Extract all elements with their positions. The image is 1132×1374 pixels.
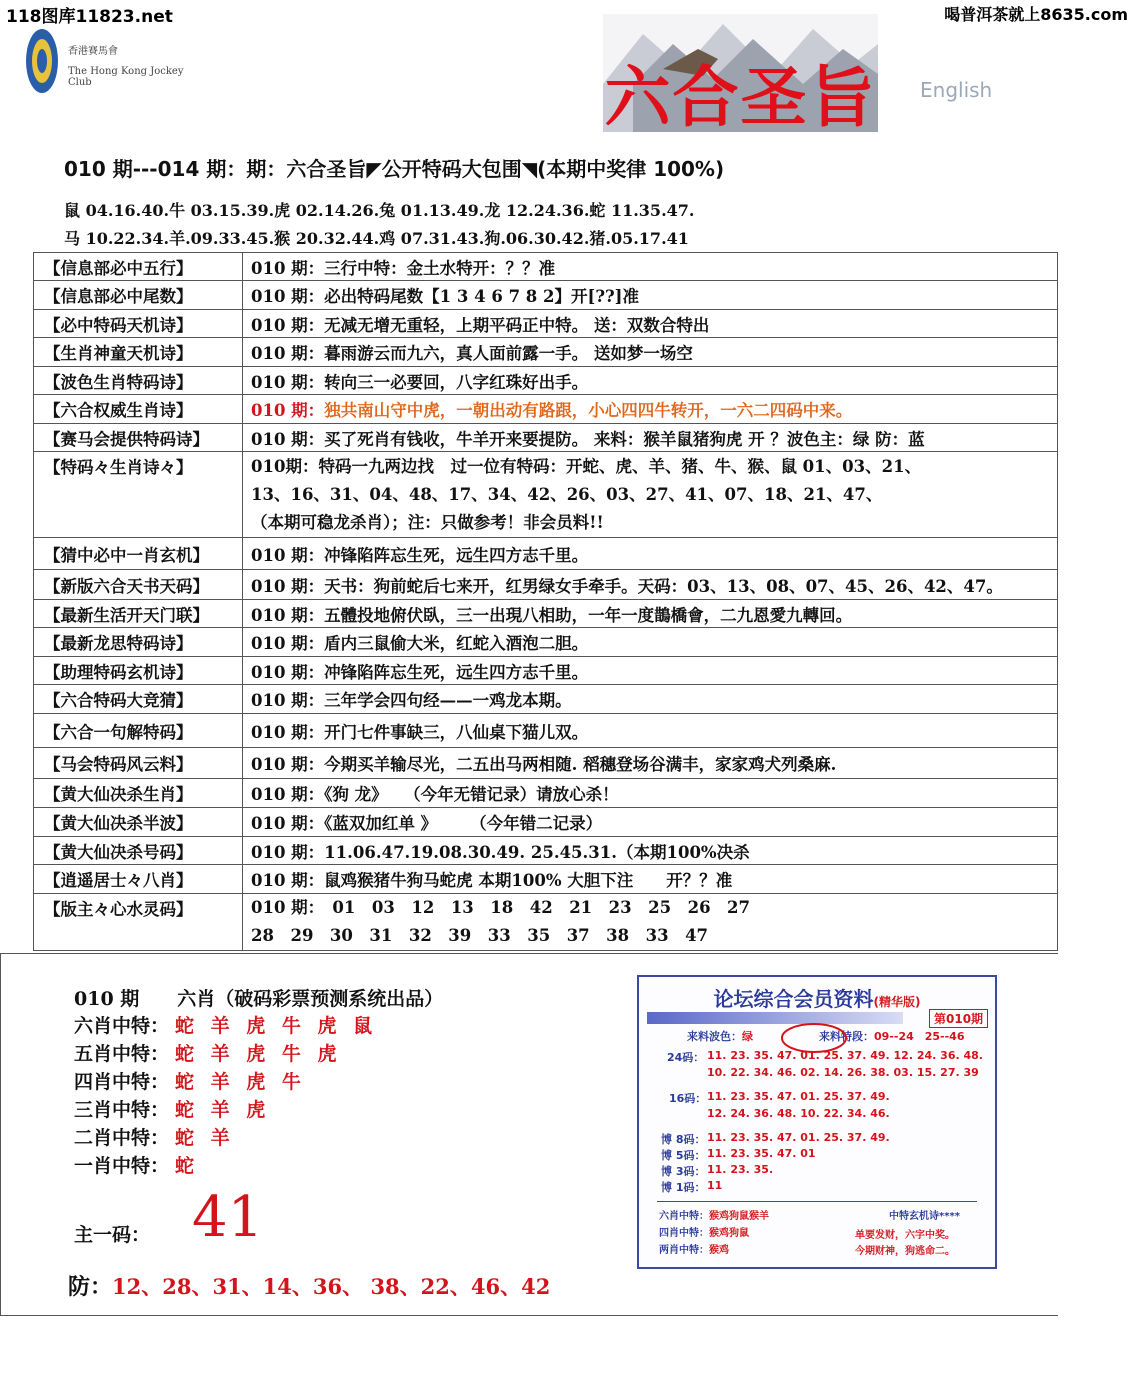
card-issue: 第010期 — [929, 1009, 988, 1028]
row-label: 【信息部必中尾数】 — [34, 281, 243, 310]
card-subtitle: (精华版) — [873, 995, 921, 1009]
divider-bottom — [0, 1315, 1058, 1316]
row-content: 010 期：买了死肖有钱收，牛羊开来要提防。 来料：猴羊鼠猪狗虎 开 ？波色主：绿 防：蓝 — [243, 424, 1058, 452]
prediction-label: 三肖中特： — [74, 1099, 170, 1121]
table-row — [34, 865, 1058, 894]
headline: 010 期---014 期：期：六合圣旨◤公开特码大包围◥(本期中奖律 100%) — [64, 157, 725, 181]
site-url-right[interactable]: 喝普洱茶就上8635.com — [944, 5, 1128, 24]
zodiac-line-2: 马 10.22.34.羊.09.33.45.猴 20.32.44.鸡 07.31.43.狗.06.30.42.猪.05.17.41 — [64, 229, 689, 248]
prediction-value: 蛇 羊 虎 牛 — [175, 1071, 306, 1093]
table-row — [34, 628, 1058, 657]
logo-text-cn: 香港賽馬會 — [68, 46, 118, 57]
row-content-line: 010 期： 01 03 12 13 18 42 21 23 25 26 27 — [251, 898, 751, 917]
card-code24-line: 10. 22. 34. 46. 02. 14. 26. 38. 03. 15. 27. 39 — [707, 1066, 979, 1079]
card-bo5-value: 11. 23. 35. 47. 01 — [707, 1147, 816, 1160]
row-content: 010 期：必出特码尾数【1 3 4 6 7 8 2】开[??]准 — [243, 281, 1058, 310]
table-row — [34, 367, 1058, 395]
prediction-label: 二肖中特： — [74, 1127, 170, 1149]
row-content: 010 期：转向三一必要回，八字红珠好出手。 — [243, 367, 1058, 395]
card-bo8-label: 博 8码： — [661, 1133, 706, 1146]
table-row — [34, 894, 1058, 951]
prediction-line — [74, 1067, 306, 1094]
card-four — [659, 1224, 749, 1239]
row-content: 010 期：冲锋陷阵忘生死，远生四方志千里。 — [243, 657, 1058, 685]
row-content: 010 期：今期买羊输尽光，二五出马两相随. 稻穗登场谷满丰，家家鸡犬列桑麻. — [243, 748, 1058, 779]
zodiac-line-1: 鼠 04.16.40.牛 03.15.39.虎 02.14.26.兔 01.13.49.龙 12.24.36.蛇 11.35.47. — [64, 201, 695, 220]
main-code-label: 主一码： — [74, 1224, 151, 1246]
card-poem-line: 单要发财，六字中奖。 — [855, 1230, 955, 1241]
row-label: 【信息部必中五行】 — [34, 253, 243, 281]
row-label: 【波色生肖特码诗】 — [34, 367, 243, 395]
table-row — [34, 538, 1058, 570]
banner-image — [603, 14, 878, 136]
table-row — [34, 714, 1058, 748]
row-label: 【六合权威生肖诗】 — [34, 395, 243, 424]
card-bose-value: 绿 — [742, 1030, 753, 1043]
card-poem-label: 中特玄机诗**** — [889, 1211, 960, 1222]
row-label: 【六合特码大竞猜】 — [34, 685, 243, 714]
row-content: 010 期：暮雨游云而九六，真人面前露一手。 送如梦一场空 — [243, 338, 1058, 367]
card-title-bar — [647, 1012, 903, 1024]
table-row — [34, 253, 1058, 281]
card-bo5-label: 博 5码： — [661, 1149, 706, 1162]
table-row — [34, 808, 1058, 837]
table-row — [34, 424, 1058, 452]
row-label: 【版主々心水灵码】 — [34, 894, 243, 951]
row-label: 【黄大仙决杀生肖】 — [34, 779, 243, 808]
card-tema-label: 来料特段： — [819, 1030, 874, 1043]
row-label: 【最新龙思特码诗】 — [34, 628, 243, 657]
main-code-value: 41 — [192, 1185, 264, 1250]
card-bo1-label: 博 1码： — [661, 1181, 706, 1194]
row-content — [243, 894, 1058, 951]
table-row — [34, 452, 1058, 538]
card-bose-label: 来料波色： — [687, 1030, 742, 1043]
table-row — [34, 338, 1058, 367]
row-label: 【助理特码玄机诗】 — [34, 657, 243, 685]
prediction-title: 010 期 六肖（破码彩票预测系统出品） — [74, 988, 444, 1010]
card-four-value: 猴鸡狗鼠 — [709, 1228, 749, 1239]
card-divider — [657, 1201, 977, 1202]
table-row — [34, 600, 1058, 628]
row-content-line: 28 29 30 31 32 39 33 35 37 38 33 47 — [251, 926, 709, 945]
row-label: 【必中特码天机诗】 — [34, 310, 243, 338]
card-bo8-value: 11. 23. 35. 47. 01. 25. 37. 49. — [707, 1131, 890, 1144]
prediction-line — [74, 1039, 341, 1066]
row-content: 010 期：开门七件事缺三，八仙桌下猫儿双。 — [243, 714, 1058, 748]
row-label: 【生肖神童天机诗】 — [34, 338, 243, 367]
table-row — [34, 310, 1058, 338]
member-info-card — [637, 975, 997, 1269]
table-row — [34, 570, 1058, 600]
card-code16-line: 12. 24. 36. 48. 10. 22. 34. 46. — [707, 1107, 890, 1120]
table-row — [34, 685, 1058, 714]
row-content: 010 期：三年学会四句经——一鸡龙本期。 — [243, 685, 1058, 714]
row-content-line: 13、16、31、04、48、17、34、42、26、03、27、41、07、18、21、47、 — [251, 484, 883, 504]
row-label: 【最新生活开天门联】 — [34, 600, 243, 628]
fang-label: 防： — [68, 1274, 113, 1300]
prediction-line — [74, 1151, 199, 1178]
row-content: 010 期：盾内三鼠偷大米，红蛇入酒泡二胆。 — [243, 628, 1058, 657]
prediction-label: 五肖中特： — [74, 1043, 170, 1065]
row-content — [243, 395, 1058, 424]
row-content: 010 期：冲锋陷阵忘生死，远生四方志千里。 — [243, 538, 1058, 570]
card-six-label: 六肖中特： — [659, 1211, 709, 1222]
prediction-label: 一肖中特： — [74, 1155, 170, 1177]
row-label: 【黄大仙决杀半波】 — [34, 808, 243, 837]
prediction-line — [74, 1011, 377, 1038]
card-two-label: 两肖中特： — [659, 1245, 709, 1256]
card-two-value: 猴鸡 — [709, 1245, 729, 1256]
row-label: 【猜中必中一肖玄机】 — [34, 538, 243, 570]
row-content: 010 期：天书：狗前蛇后七来开，红男绿女手牵手。天码：03、13、08、07、45、26、42、47。 — [243, 570, 1058, 600]
card-six — [659, 1207, 769, 1222]
logo-text-en: The Hong Kong Jockey Club — [68, 66, 184, 88]
card-title — [639, 983, 995, 1012]
card-six-value: 猴鸡狗鼠猴羊 — [709, 1211, 769, 1222]
prediction-table — [33, 252, 1058, 951]
fang-value: 12、28、31、14、36、 38、22、46、42 — [112, 1274, 551, 1299]
card-code24-label: 24码： — [667, 1051, 705, 1064]
english-link[interactable]: English — [920, 78, 993, 102]
jockey-club-emblem-icon — [24, 26, 60, 96]
prediction-value: 蛇 羊 虎 — [175, 1099, 271, 1121]
prediction-line — [74, 1123, 235, 1150]
table-row — [34, 395, 1058, 424]
card-code16-line: 11. 23. 35. 47. 01. 25. 37. 49. — [707, 1090, 890, 1103]
prediction-value: 蛇 羊 虎 牛 虎 — [175, 1043, 342, 1065]
row-label: 【特码々生肖诗々】 — [34, 452, 243, 538]
card-tema-value: 09--24 25--46 — [874, 1030, 965, 1043]
card-poem-line: 今期财神，狗逃命二。 — [855, 1246, 955, 1257]
card-title-text: 论坛综合会员资料 — [713, 987, 874, 1011]
row-content: 010 期：11.06.47.19.08.30.49. 25.45.31.（本期100%决杀 — [243, 837, 1058, 865]
row-content-line: 010期：特码一九两边找 过一位有特码：开蛇、虎、羊、猪、牛、猴、鼠 01、03、21、 — [251, 456, 922, 476]
row-label: 【逍遥居士々八肖】 — [34, 865, 243, 894]
prediction-value: 蛇 羊 虎 牛 虎 鼠 — [175, 1015, 378, 1037]
jockey-club-logo — [24, 26, 194, 98]
card-bo1-value: 11 — [707, 1179, 723, 1192]
prediction-value: 蛇 — [175, 1155, 200, 1177]
row-label: 【六合一句解特码】 — [34, 714, 243, 748]
row-content-issue: 010 期： — [251, 401, 325, 420]
site-url-left[interactable]: 118图库11823.net — [6, 7, 173, 27]
prediction-label: 四肖中特： — [74, 1071, 170, 1093]
banner-title: 六合圣旨 — [604, 59, 877, 136]
row-content: 010 期：《狗 龙》 （今年无错记录）请放心杀！ — [243, 779, 1058, 808]
row-label: 【赛马会提供特码诗】 — [34, 424, 243, 452]
row-label: 【黄大仙决杀号码】 — [34, 837, 243, 865]
row-content: 010 期：《蓝双加红单 》 （今年错二记录） — [243, 808, 1058, 837]
row-content: 010 期：鼠鸡猴猪牛狗马蛇虎 本期100% 大胆下注 开？？准 — [243, 865, 1058, 894]
row-content-poem: 独共南山守中虎，一朝出动有路跟，小心四四牛转开，一六二四码中来。 — [324, 401, 853, 420]
card-two — [659, 1241, 729, 1256]
card-bo3-label: 博 3码： — [661, 1165, 706, 1178]
table-row — [34, 837, 1058, 865]
row-content: 010 期：三行中特：金土水特开：？？准 — [243, 253, 1058, 281]
prediction-value: 蛇 羊 — [175, 1127, 235, 1149]
card-bose — [687, 1028, 753, 1044]
divider-left — [0, 953, 1, 1315]
row-content: 010 期：无减无增无重轻，上期平码正中特。 送：双数合特出 — [243, 310, 1058, 338]
table-row — [34, 779, 1058, 808]
card-bo3-value: 11. 23. 35. — [707, 1163, 774, 1176]
table-row — [34, 657, 1058, 685]
card-code24-line: 11. 23. 35. 47. 01. 25. 37. 49. 12. 24. 36. 48. — [707, 1049, 983, 1062]
table-row — [34, 748, 1058, 779]
row-content-line: （本期可稳龙杀肖）；注：只做参考！非会员料!! — [251, 512, 604, 532]
card-code16-label: 16码： — [669, 1092, 707, 1105]
row-content — [243, 452, 1058, 538]
row-content: 010 期：五體投地俯伏臥，三一出現八相助，一年一度鵲橋會，二九恩愛九轉回。 — [243, 600, 1058, 628]
prediction-label: 六肖中特： — [74, 1015, 170, 1037]
table-row — [34, 281, 1058, 310]
fang-line — [68, 1270, 550, 1301]
row-label: 【马会特码风云料】 — [34, 748, 243, 779]
card-four-label: 四肖中特： — [659, 1228, 709, 1239]
divider-top — [0, 953, 1058, 954]
prediction-line — [74, 1095, 270, 1122]
row-label: 【新版六合天书天码】 — [34, 570, 243, 600]
